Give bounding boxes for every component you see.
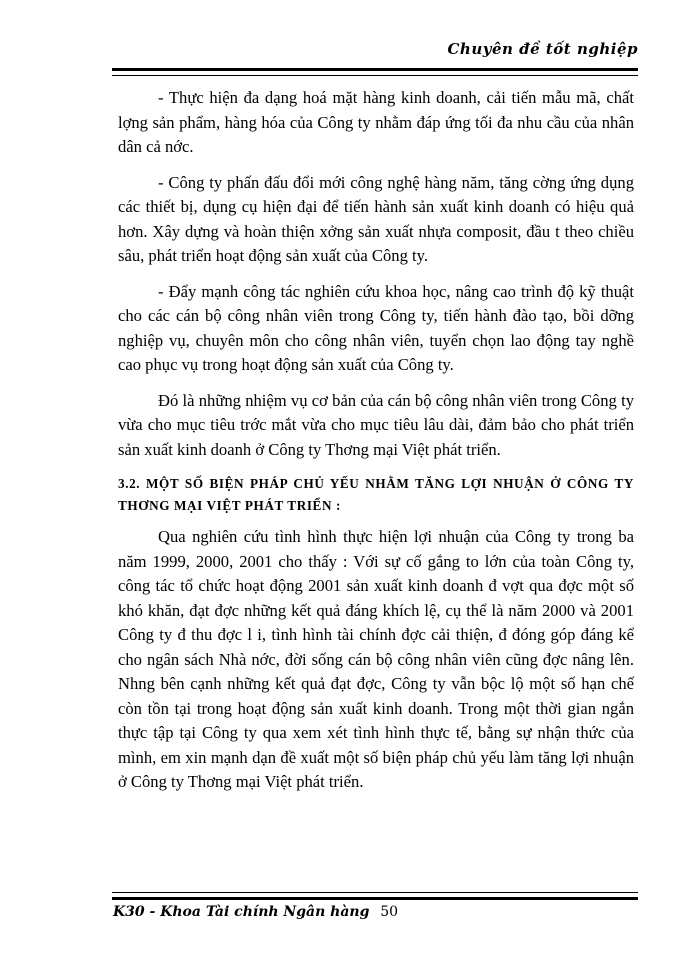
page-number: 50 <box>380 904 399 920</box>
header-rule <box>112 68 638 76</box>
running-header-title: Chuyên đề tốt nghiệp <box>447 40 638 58</box>
page-body <box>118 86 634 795</box>
paragraph: - Đẩy mạnh công tác nghiên cứu khoa học, nâng cao trình độ kỹ thuật cho các cán bộ công nhân viên trong Công ty, tiến hành đào tạo, bồi dỡng nghiệp vụ, chuyên môn cho công nhân viên, tuyển chọn lao động tay nghề cao phục vụ trong hoạt động sản xuất của Công ty. <box>118 281 634 374</box>
paragraph: Qua nghiên cứu tình hình thực hiện lợi nhuận của Công ty trong ba năm 1999, 2000, 2001 cho thấy : Với sự cố gắng to lớn của toàn Công ty, công tác tổ chức hoạt động 2001 sản xuất kinh doanh đ vợt qua đợc một số khó khăn, đạt đợc những kết quả đáng khích lệ, cụ thể là năm 2000 và 2001 Công ty đ thu đợc l i, tình hình tài chính đợc cải thiện, đ đóng góp đáng kể cho ngân sách Nhà nớc, đời sống cán bộ công nhân viên cũng đợc nâng lên. Nhng bên cạnh những kết quả đạt đợc, Công ty vẫn bộc lộ một số hạn chế còn tồn tại trong hoạt động sản xuất kinh doanh. Trong một thời gian ngắn thực tập tại Công ty qua xem xét tình hình thực tế, bằng sự nhận thức của mình, em xin mạnh dạn đề xuất một số biện pháp chủ yếu làm tăng lợi nhuận ở Công ty Thơng mại Việt phát triển. <box>118 527 634 791</box>
footer-rule <box>112 892 638 900</box>
paragraph: - Công ty phấn đấu đổi mới công nghệ hàng năm, tăng cờng ứng dụng các thiết bị, dụng cụ hiện đại để tiến hành sản xuất kinh doanh có hiệu quả hơn. Xây dựng và hoàn thiện xởng sản xuất nhựa composit, đầu t theo chiều sâu, phát triển hoạt động sản xuất của Công ty. <box>118 172 634 265</box>
running-footer <box>113 904 398 920</box>
paragraph: Đó là những nhiệm vụ cơ bản của cán bộ công nhân viên trong Công ty vừa cho mục tiêu trớc mắt vừa cho mục tiêu lâu dài, đảm bảo cho phát triển sản xuất kinh doanh ở Công ty Thơng mại Việt phát triển. <box>118 390 634 459</box>
footer-label: K30 - Khoa Tài chính Ngân hàng <box>113 904 370 920</box>
section-heading: 3.2. MỘT SỐ BIỆN PHÁP CHỦ YẾU NHẰM TĂNG LỢI NHUẬN Ở CÔNG TY THƠNG MẠI VIỆT PHÁT TRIỂN : <box>118 476 634 513</box>
paragraph: - Thực hiện đa dạng hoá mặt hàng kinh doanh, cải tiến mẫu mã, chất lợng sản phẩm, hàng hóa của Công ty nhằm đáp ứng tối đa nhu cầu của nhân dân cả nớc. <box>118 88 634 156</box>
